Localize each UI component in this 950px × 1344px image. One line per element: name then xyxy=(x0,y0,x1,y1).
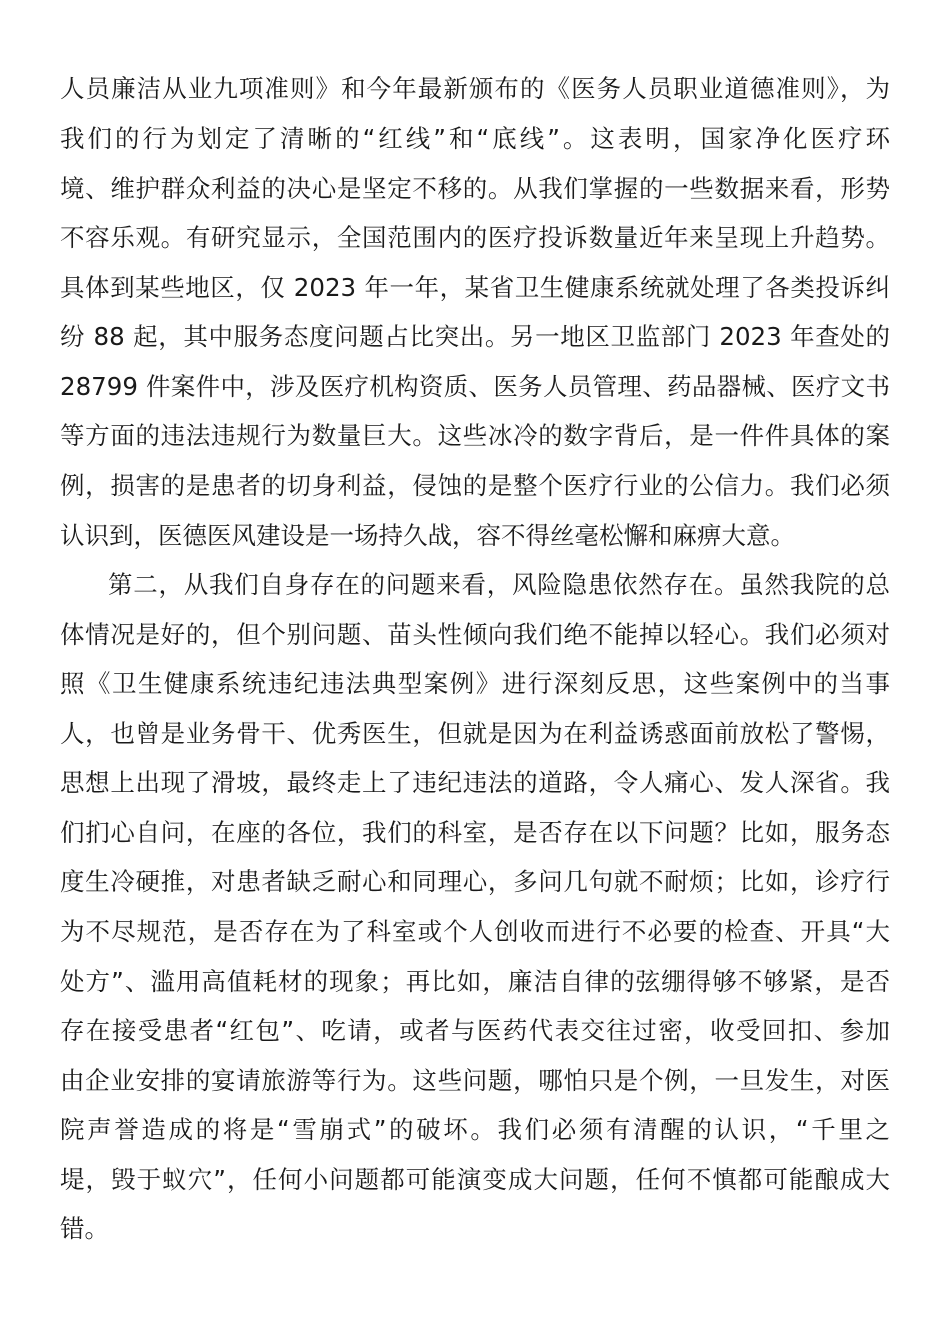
text-line: 例，损害的是患者的切身利益，侵蚀的是整个医疗行业的公信力。我们必须 xyxy=(60,471,890,500)
text-line: 院声誉造成的将是“雪崩式”的破坏。我们必须有清醒的认识，“千里之 xyxy=(60,1115,890,1144)
text-line: 认识到，医德医风建设是一场持久战，容不得丝毫松懈和麻痹大意。 xyxy=(60,521,795,550)
text-line: 28799 件案件中，涉及医疗机构资质、医务人员管理、药品器械、医疗文书 xyxy=(60,372,890,401)
text-line: 我们的行为划定了清晰的“红线”和“底线”。这表明，国家净化医疗环 xyxy=(60,124,890,153)
text-line: 人，也曾是业务骨干、优秀医生，但就是因为在利益诱惑面前放松了警惕， xyxy=(60,719,890,748)
text-line: 照《卫生健康系统违纪违法典型案例》进行深刻反思，这些案例中的当事 xyxy=(60,669,890,698)
text-line: 人员廉洁从业九项准则》和今年最新颁布的《医务人员职业道德准则》，为 xyxy=(60,74,890,103)
paragraph-first-line: 第二，从我们自身存在的问题来看，风险隐患依然存在。虽然我院的总 xyxy=(108,570,890,599)
text-line: 境、维护群众利益的决心是坚定不移的。从我们掌握的一些数据来看，形势 xyxy=(60,174,890,203)
text-line: 度生冷硬推，对患者缺乏耐心和同理心，多问几句就不耐烦；比如，诊疗行 xyxy=(60,867,890,896)
text-line: 思想上出现了滑坡，最终走上了违纪违法的道路，令人痛心、发人深省。我 xyxy=(60,768,890,797)
text-line: 们扪心自问，在座的各位，我们的科室，是否存在以下问题？比如，服务态 xyxy=(60,818,890,847)
text-line: 为不尽规范，是否存在为了科室或个人创收而进行不必要的检查、开具“大 xyxy=(60,917,890,946)
text-line: 纷 88 起，其中服务态度问题占比突出。另一地区卫监部门 2023 年查处的 xyxy=(60,322,890,351)
text-line: 等方面的违法违规行为数量巨大。这些冰冷的数字背后，是一件件具体的案 xyxy=(60,421,890,450)
text-line: 由企业安排的宴请旅游等行为。这些问题，哪怕只是个例，一旦发生，对医 xyxy=(60,1066,890,1095)
text-line: 错。 xyxy=(60,1214,109,1243)
text-line: 具体到某些地区，仅 2023 年一年，某省卫生健康系统就处理了各类投诉纠 xyxy=(60,273,890,302)
text-line: 不容乐观。有研究显示，全国范围内的医疗投诉数量近年来呈现上升趋势。 xyxy=(60,223,890,252)
text-line: 处方”、滥用高值耗材的现象；再比如，廉洁自律的弦绷得够不够紧，是否 xyxy=(60,967,890,996)
text-line: 堤，毁于蚁穴”，任何小问题都可能演变成大问题，任何不慎都可能酿成大 xyxy=(60,1165,890,1194)
text-line: 体情况是好的，但个别问题、苗头性倾向我们绝不能掉以轻心。我们必须对 xyxy=(60,620,890,649)
text-line: 存在接受患者“红包”、吃请，或者与医药代表交往过密，收受回扣、参加 xyxy=(60,1016,890,1045)
